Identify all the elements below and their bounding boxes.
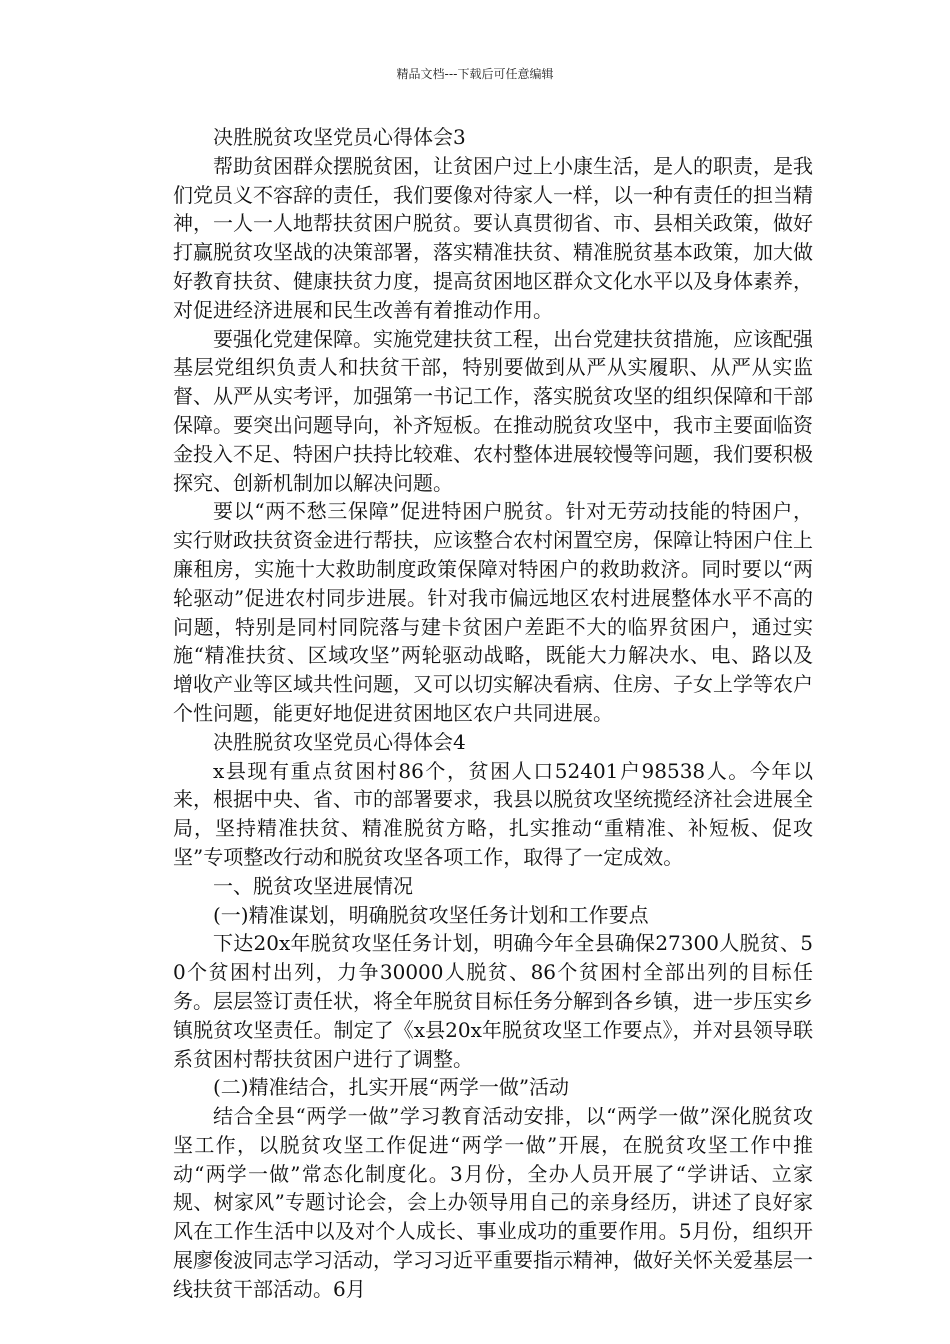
body-paragraph: 下达20x年脱贫攻坚任务计划，明确今年全县确保27300人脱贫、50个贫困村出列，力争30000人脱贫、86个贫困村全部出列的目标任务。层层签订责任状，将全年脱贫目标任务分解到各乡镇，进一步压实乡镇脱贫攻坚责任。制定了《x县20x年脱贫攻坚工作要点》，并对县领导联系贫困村帮扶贫困户进行了调整。 <box>173 931 813 1071</box>
section-title-4: 决胜脱贫攻坚党员心得体会4 <box>213 729 466 754</box>
document-body <box>173 123 813 1304</box>
section-title-3: 决胜脱贫攻坚党员心得体会3 <box>213 125 466 149</box>
heading-level-2: (一)精准谋划，明确脱贫攻坚任务计划和工作要点 <box>213 902 649 927</box>
body-paragraph: 要强化党建保障。实施党建扶贫工程，出台党建扶贫措施，应该配强基层党组织负责人和扶贫干部，特别要做到从严从实履职、从严从实监督、从严从实考评，加强第一书记工作，落实脱贫攻坚的组织保障和干部保障。要突出问题导向，补齐短板。在推动脱贫攻坚中，我市主要面临资金投入不足、特困户扶持比较难、农村整体进展较慢等问题，我们要积极探究、创新机制加以解决问题。 <box>173 326 813 495</box>
page-header: 精品文档---下载后可任意编辑 <box>396 67 554 81</box>
body-paragraph: 帮助贫困群众摆脱贫困，让贫困户过上小康生活，是人的职责，是我们党员义不容辞的责任，我们要像对待家人一样，以一种有责任的担当精神，一人一人地帮扶贫困户脱贫。要认真贯彻省、市、县相关政策，做好打赢脱贫攻坚战的决策部署，落实精准扶贫、精准脱贫基本政策，加大做好教育扶贫、健康扶贫力度，提高贫困地区群众文化水平以及身体素养，对促进经济进展和民生改善有着推动作用。 <box>173 153 813 322</box>
body-paragraph: 要以“两不愁三保障”促进特困户脱贫。针对无劳动技能的特困户，实行财政扶贫资金进行帮扶，应该整合农村闲置空房，保障让特困户住上廉租房，实施十大救助制度政策保障对特困户的救助救济。同时要以“两轮驱动”促进农村同步进展。针对我市偏远地区农村进展整体水平不高的问题，特别是同村同院落与建卡贫困户差距不大的临界贫困户，通过实施“精准扶贫、区域攻坚”两轮驱动战略，既能大力解决水、电、路以及增收产业等区域共性问题，又可以切实解决看病、住房、子女上学等农户个性问题，能更好地促进贫困地区农户共同进展。 <box>173 499 813 725</box>
heading-level-2: (二)精准结合，扎实开展“两学一做”活动 <box>213 1075 570 1100</box>
body-paragraph: 结合全县“两学一做”学习教育活动安排，以“两学一做”深化脱贫攻坚工作，以脱贫攻坚工作促进“两学一做”开展，在脱贫攻坚工作中推动“两学一做”常态化制度化。3月份，全办人员开展了“学讲话、立家规、树家风”专题讨论会，会上办领导用自己的亲身经历，讲述了良好家风在工作生活中以及对个人成长、事业成功的重要作用。5月份，组织开展廖俊波同志学习活动，学习习近平重要指示精神，做好关怀关爱基层一线扶贫干部活动。6月 <box>173 1104 813 1301</box>
heading-level-1: 一、脱贫攻坚进展情况 <box>213 873 413 898</box>
body-paragraph: x县现有重点贫困村86个，贫困人口52401户98538人。今年以来，根据中央、省、市的部署要求，我县以脱贫攻坚统揽经济社会进展全局，坚持精准扶贫、精准脱贫方略，扎实推动“重精准、补短板、促攻坚”专项整改行动和脱贫攻坚各项工作，取得了一定成效。 <box>173 758 813 869</box>
